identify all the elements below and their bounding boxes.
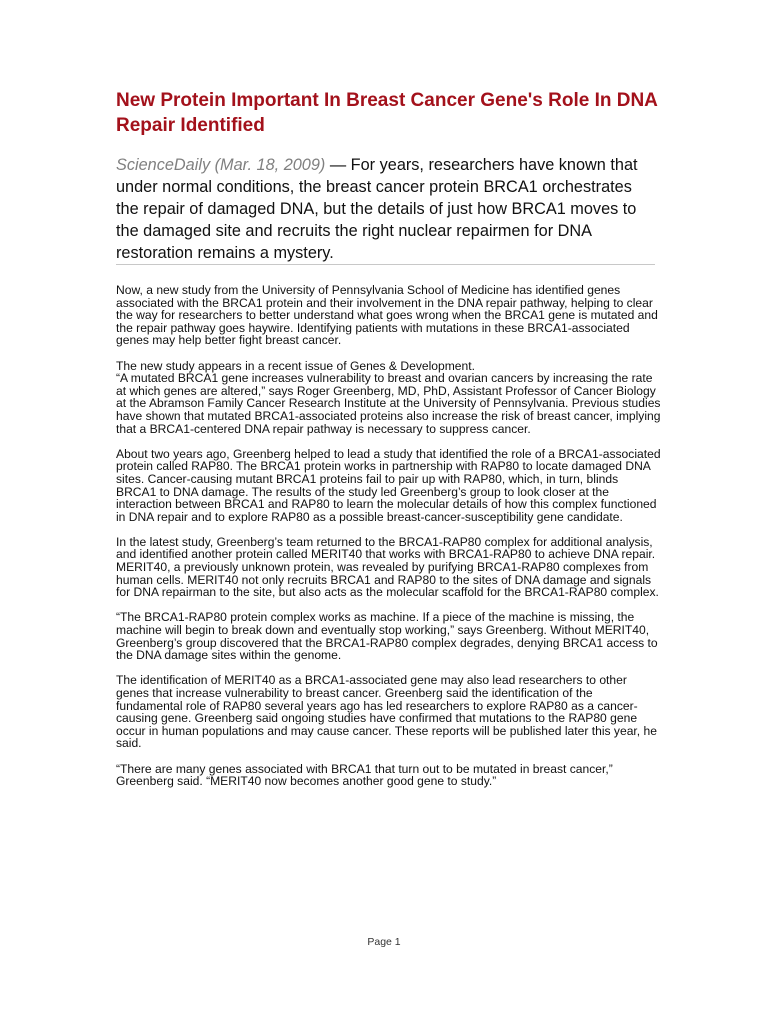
- body-paragraph: Now, a new study from the University of Pennsylvania School of Medicine has identified genes associated with the BRCA1 protein and their involvement in the DNA repair pathway, helping to clear the way for researchers to better understand what goes wrong when the BRCA1 gene is mutated and the repair pathway goes haywire. Identifying patients with mutations in these BRCA1-associated genes may help better fight breast cancer.: [116, 283, 658, 348]
- body-paragraph: In the latest study, Greenberg’s team returned to the BRCA1-RAP80 complex for additional analysis, and identified another protein called MERIT40 that works with BRCA1-RAP80 to achieve DNA repair. MERIT40, a previously unknown protein, was revealed by purifying BRCA1-RAP80 complexes from human cells. MERIT40 not only recruits BRCA1 and RAP80 to the sites of DNA damage and signals for DNA repairman to the site, but also acts as the molecular scaffold for the BRCA1-RAP80 complex.: [116, 534, 659, 600]
- page-number: Page 1: [367, 936, 401, 948]
- body-paragraph: “A mutated BRCA1 gene increases vulnerability to breast and ovarian cancers by increasing the rate at which genes are altered,” says Roger Greenberg, MD, PhD, Assistant Professor of Cancer Biology at the Abramson Family Cancer Research Institute at the University of Pennsylvania. Previous studies have shown that mutated BRCA1-associated proteins also increase the risk of breast cancer, implying that a BRCA1-centered DNA repair pathway is necessary to suppress cancer.: [116, 371, 661, 436]
- article-title: New Protein Important In Breast Cancer Gene's Role In DNA Repair Identified: [116, 90, 658, 136]
- article-lede: [116, 154, 656, 264]
- body-paragraph: The identification of MERIT40 as a BRCA1-associated gene may also lead researchers to other genes that increase vulnerability to breast cancer. Greenberg said the identification of the fundamental role of RAP80 several years ago has led researchers to explore RAP80 as a cancer-causing gene. Greenberg said ongoing studies have confirmed that mutations to the RAP80 gene occur in human populations and may cause cancer. These reports will be published later this year, he said.: [116, 673, 657, 751]
- body-paragraph: “The BRCA1-RAP80 protein complex works as machine. If a piece of the machine is missing, the machine will begin to break down and eventually stop working,” says Greenberg. Without MERIT40, Greenberg’s group discovered that the BRCA1-RAP80 complex degrades, denying BRCA1 access to the DNA damage sites within the genome.: [116, 610, 658, 663]
- article-source: ScienceDaily (Mar. 18, 2009): [116, 156, 326, 174]
- body-paragraph: The new study appears in a recent issue of Genes & Development.: [116, 358, 475, 373]
- section-divider: [116, 264, 655, 265]
- body-paragraph: “There are many genes associated with BRCA1 that turn out to be mutated in breast cancer,” Greenberg said. “MERIT40 now becomes another good gene to study.”: [116, 761, 613, 789]
- article-body: [116, 284, 661, 800]
- lede-text: — For years, researchers have known that under normal conditions, the breast cancer protein BRCA1 orchestrates the repair of damaged DNA, but the details of just how BRCA1 moves to the damaged site and recruits the right nuclear repairmen for DNA restoration remains a mystery.: [116, 156, 638, 262]
- body-paragraph: About two years ago, Greenberg helped to lead a study that identified the role of a BRCA1-associated protein called RAP80. The BRCA1 protein works in partnership with RAP80 to locate damaged DNA sites. Cancer-causing mutant BRCA1 proteins fail to pair up with RAP80, which, in turn, blinds BRCA1 to DNA damage. The results of the study led Greenberg’s group to look closer at the interaction between BRCA1 and RAP80 to learn the molecular details of how this complex functioned in DNA repair and to explore RAP80 as a possible breast-cancer-susceptibility gene candidate.: [116, 446, 661, 524]
